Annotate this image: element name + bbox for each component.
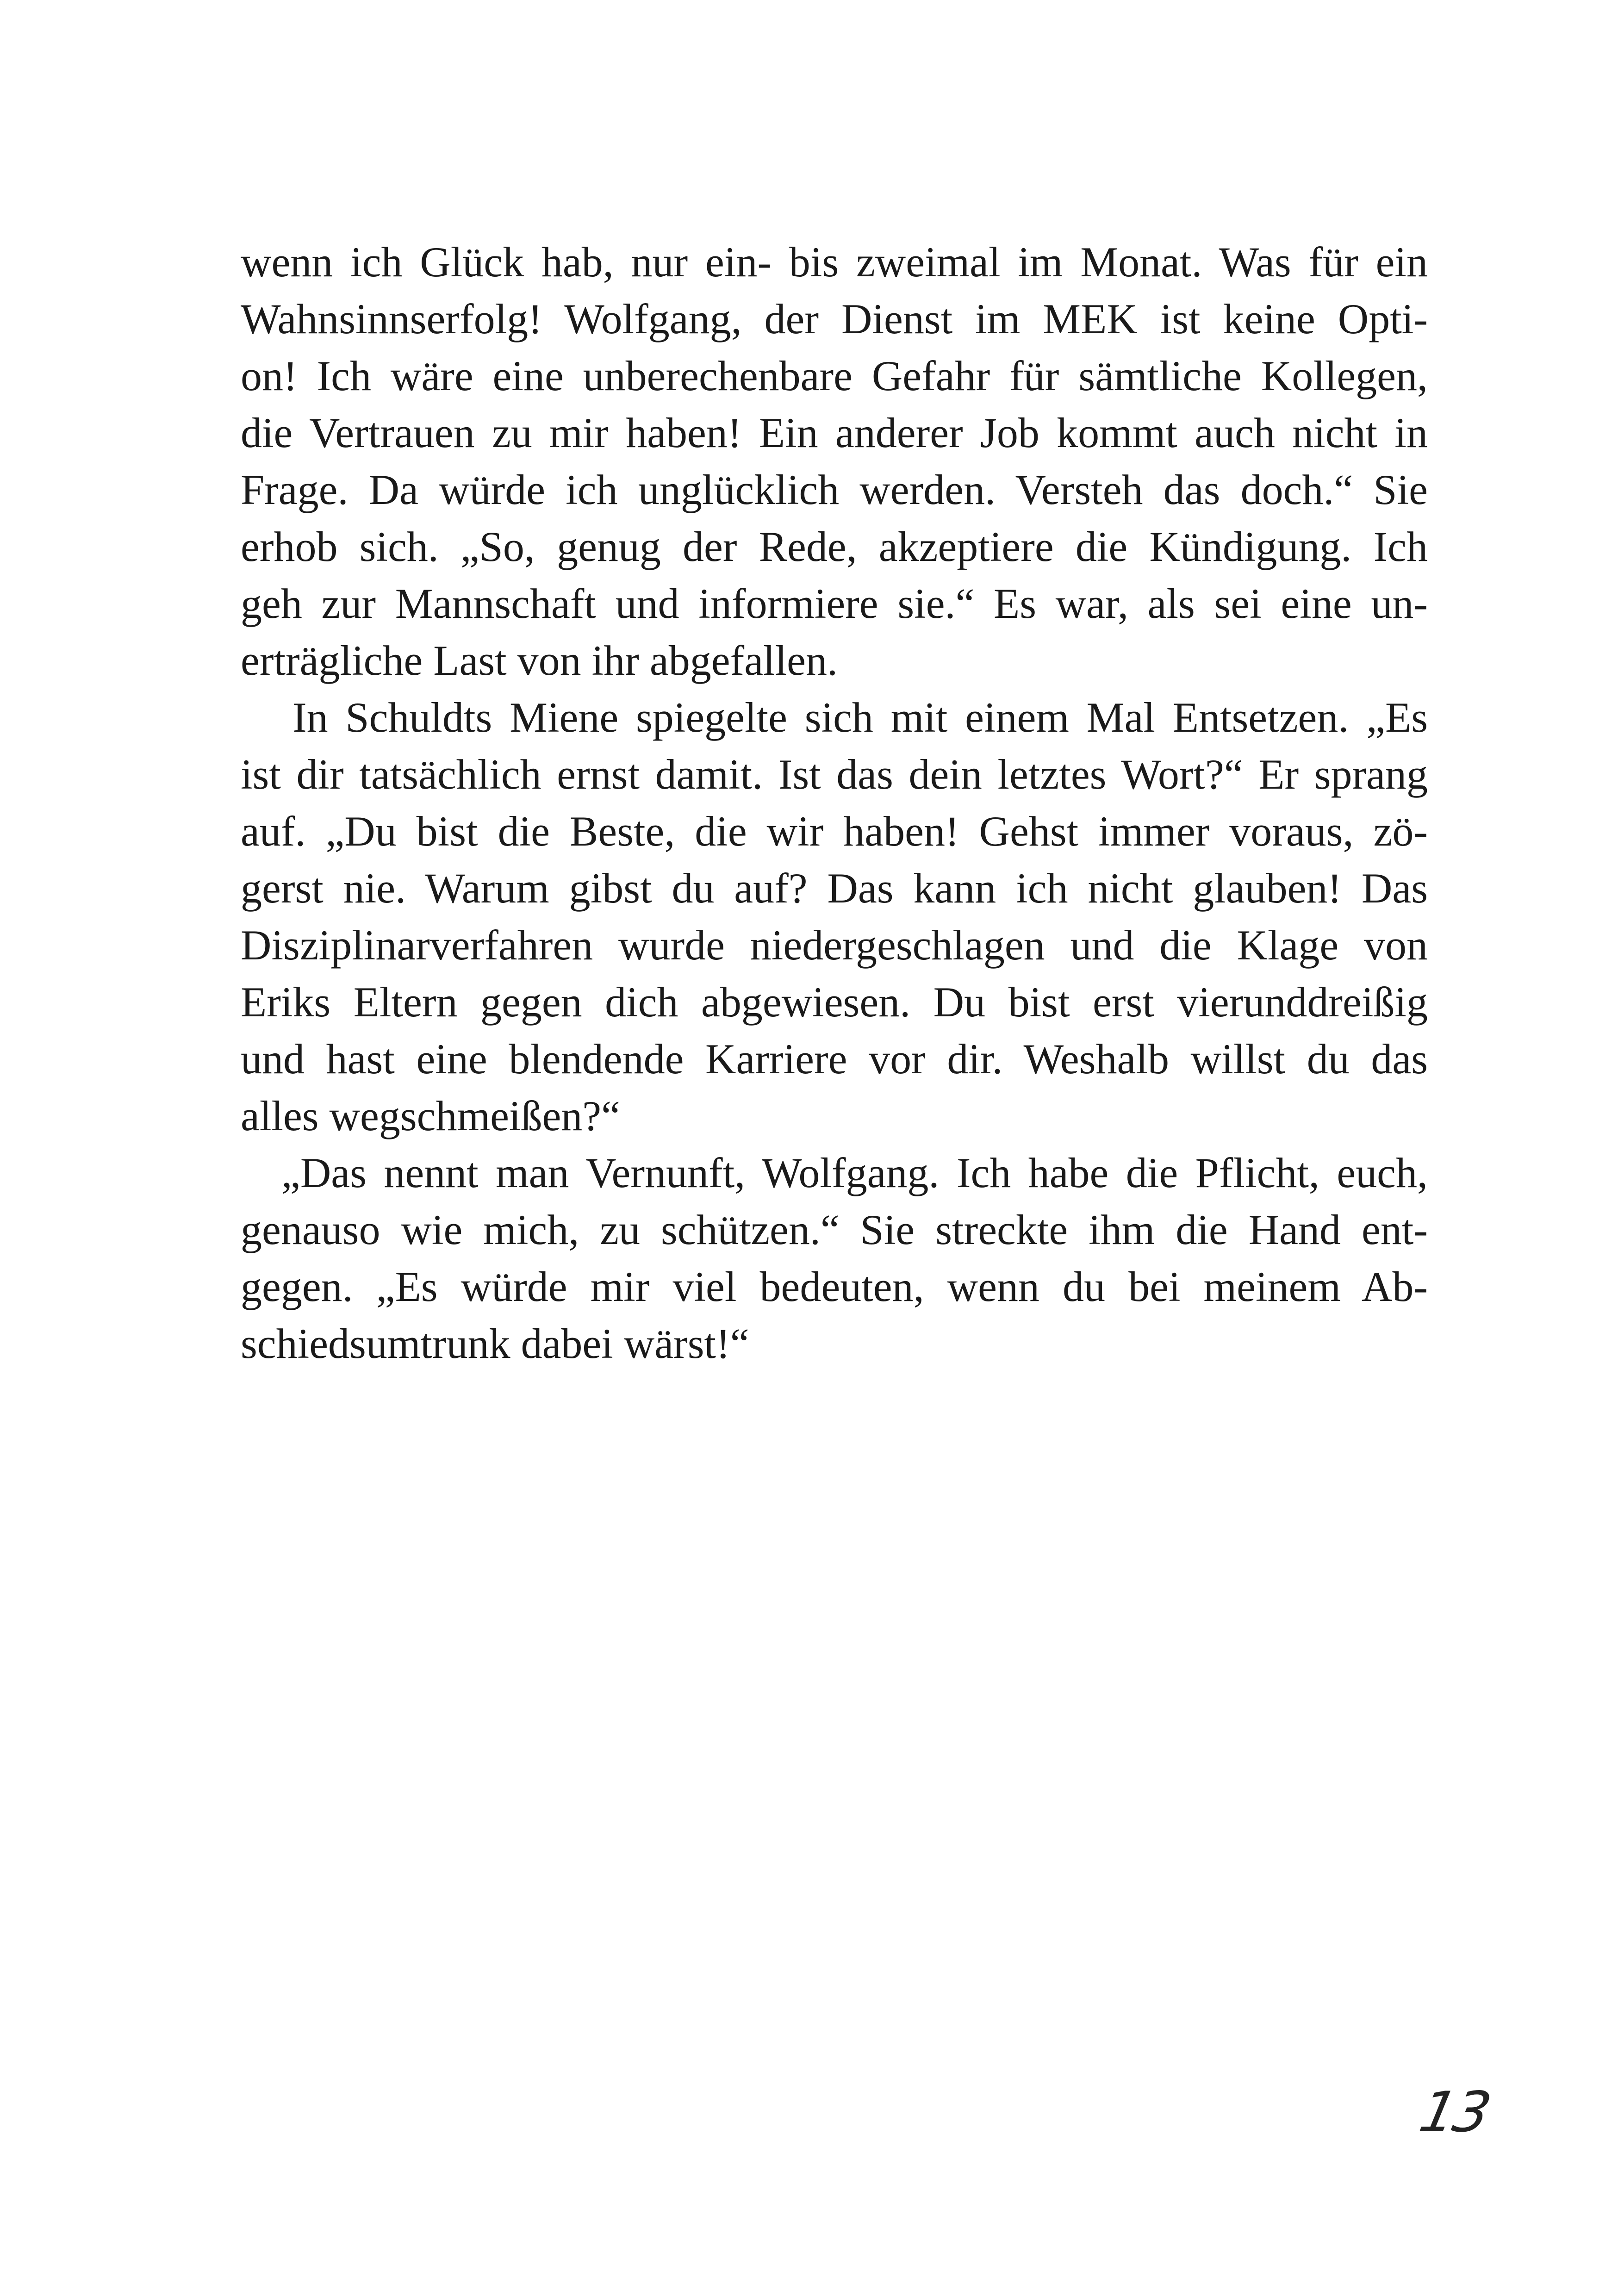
body-text — [241, 234, 1428, 1372]
text-line: erhob sich. „So, genug der Rede, akzeptiere die Kündigung. Ich — [241, 523, 1428, 570]
text-line: gerst nie. Warum gibst du auf? Das kann ich nicht glauben! Das — [241, 865, 1428, 912]
text-line: ist dir tatsächlich ernst damit. Ist das dein letztes Wort?“ Er sprang — [241, 751, 1428, 798]
text-line: die Vertrauen zu mir haben! Ein anderer Job kommt auch nicht in — [241, 409, 1428, 456]
text-line: und hast eine blendende Karriere vor dir. Weshalb willst du das — [241, 1035, 1428, 1083]
paragraph-1 — [241, 234, 1428, 689]
text-line: gegen. „Es würde mir viel bedeuten, wenn du bei meinem Ab- — [241, 1263, 1428, 1310]
text-line: on! Ich wäre eine unberechenbare Gefahr für sämtliche Kollegen, — [241, 352, 1428, 399]
text-line: auf. „Du bist die Beste, die wir haben! Gehst immer voraus, zö- — [241, 808, 1428, 855]
text-line: wenn ich Glück hab, nur ein- bis zweimal im Monat. Was für ein — [241, 238, 1428, 286]
paragraph-3 — [241, 1145, 1428, 1372]
text-line: In Schuldts Miene spiegelte sich mit einem Mal Entsetzen. „Es — [292, 694, 1428, 741]
text-line: schiedsumtrunk dabei wärst!“ — [241, 1320, 749, 1367]
text-line: Wahnsinnserfolg! Wolfgang, der Dienst im MEK ist keine Opti- — [241, 295, 1428, 342]
text-line: Disziplinarverfahren wurde niedergeschlagen und die Klage von — [241, 921, 1428, 969]
text-line: „Das nennt man Vernunft, Wolfgang. Ich habe die Pflicht, euch, — [281, 1149, 1428, 1196]
text-line: Eriks Eltern gegen dich abgewiesen. Du bist erst vierunddreißig — [241, 978, 1428, 1026]
paragraph-2 — [241, 689, 1428, 1145]
text-line: alles wegschmeißen?“ — [241, 1092, 620, 1139]
page-number: 13 — [1414, 2080, 1495, 2145]
text-line: Frage. Da würde ich unglücklich werden. Versteh das doch.“ Sie — [241, 466, 1428, 513]
text-line: geh zur Mannschaft und informiere sie.“ Es war, als sei eine un- — [241, 580, 1428, 627]
text-line: genauso wie mich, zu schützen.“ Sie streckte ihm die Hand ent- — [241, 1206, 1428, 1253]
text-line: erträgliche Last von ihr abgefallen. — [241, 637, 838, 684]
